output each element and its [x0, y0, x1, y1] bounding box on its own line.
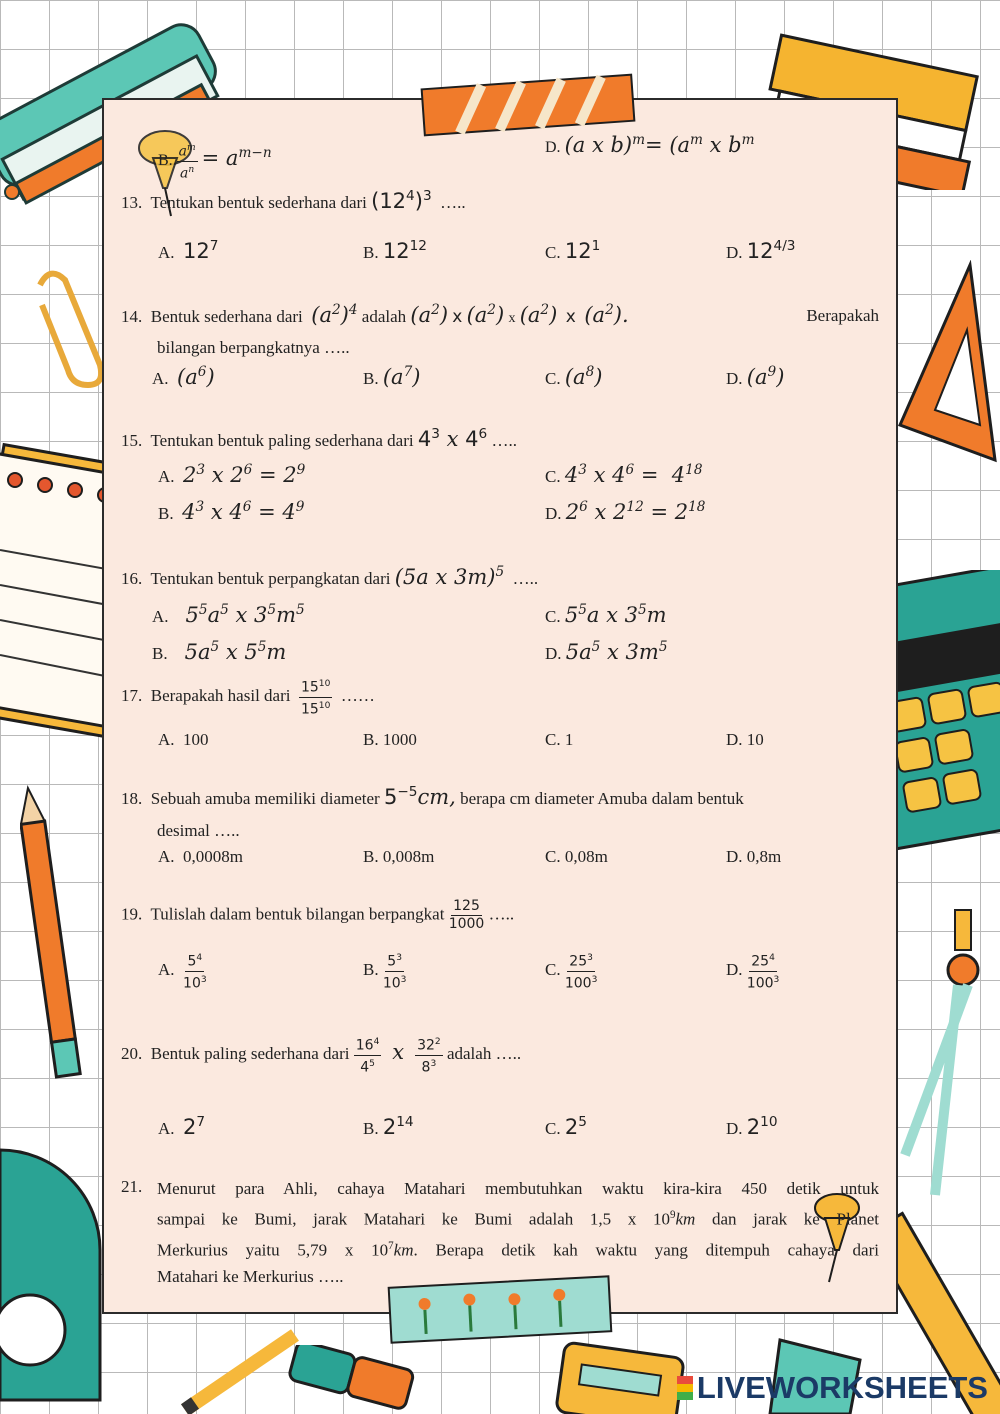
q13-option-d[interactable]: D. $12^{4/3}$ [726, 238, 796, 263]
fraction: $\frac{15^{10}}{15^{10}}$ [299, 676, 332, 718]
question-text: Tentukan bentuk perpangkatan dari [150, 569, 391, 588]
top-option-b [158, 140, 272, 182]
q15-option-a[interactable]: A. $2^3$ x $2^6 = 2^9$ [158, 462, 306, 487]
question-19: 19. Tulislah dalam bentuk bilangan berpangkat $\frac{125}{1000}$ ….. [121, 898, 515, 932]
question-number: 17. [121, 686, 143, 706]
fraction: $\frac{a^m}{a^n}$ [177, 140, 198, 182]
q16-option-b[interactable]: B. $5a^5$ x $5^5m$ [152, 639, 287, 664]
pencil-illustration [20, 780, 100, 1090]
ellipsis: ….. [440, 193, 466, 212]
question-18-line2: desimal ….. [157, 821, 240, 840]
formula-text: (a x $b)^m= (a^m$ x $b^m$ [564, 132, 755, 157]
fraction: $\frac{125}{1000}$ [448, 898, 485, 932]
question-15: 15. Tentukan bentuk paling sederhana dari $4^3$ x $4^6$ ….. [121, 426, 517, 451]
q19-option-c[interactable]: C. $\frac{25^3}{100^3}$ [545, 950, 597, 992]
liveworksheets-watermark: LIVEWORKSHEETS [677, 1370, 988, 1406]
question-21-number: 21. [121, 1177, 143, 1196]
question-21-text: Menurut para Ahli, cahaya Matahari membutuhkan waktu kira-kira 450 detik untuk sampai ke Bumi, jarak Matahari ke Bumi adalah 1,5 x $10^9km$ dan jarak ke Planet Merkurius yaitu 5,79 x $10^7km$. Berapa detik kah waktu yang ditempuh cahaya dari Matahari ke Merkurius ….. [157, 1179, 879, 1287]
q18-option-d[interactable]: D. 0,8m [726, 847, 782, 866]
q17-option-b[interactable]: B. 1000 [363, 730, 417, 749]
question-number: 20. [121, 1044, 143, 1064]
q19-option-b[interactable]: B. $\frac{5^3}{10^3}$ [363, 950, 406, 992]
q17-option-d[interactable]: D. 10 [726, 730, 764, 749]
top-option-d [545, 132, 755, 157]
q16-option-a[interactable]: A. $5^5a^5$ x $3^5m^5$ [152, 602, 305, 627]
option-label: B. [158, 151, 173, 169]
q15-option-c[interactable]: C. $4^3$ x $4^6 = 4^{18}$ [545, 462, 703, 487]
q20-option-d[interactable]: D. $2^{10}$ [726, 1114, 778, 1139]
question-number: 14. [121, 307, 143, 326]
q20-option-a[interactable]: A. $2^7$ [158, 1114, 206, 1139]
formula-text: = $a^{m-n}$ [201, 144, 272, 170]
math-expression: $(12^4)^3$ [371, 188, 432, 213]
question-text: Tulislah dalam bentuk bilangan berpangkat [150, 904, 445, 924]
question-17: 17. Berapakah hasil dari $\frac{15^{10}}{15^{10}}$ …… [121, 676, 375, 718]
q16-option-c[interactable]: C. $5^5a$ x $3^5m$ [545, 602, 667, 627]
question-18: 18. Sebuah amuba memiliki diameter $5^{-5}cm$, berapa cm diameter Amuba dalam bentuk [121, 784, 744, 809]
question-13 [121, 188, 466, 213]
fraction: $\frac{16^4}{4^5}$ [354, 1034, 382, 1076]
q14-option-b[interactable]: B. $(a^7)$ [363, 364, 421, 389]
q18-option-b[interactable]: B. 0,008m [363, 847, 435, 866]
q20-option-c[interactable]: C. $2^5$ [545, 1114, 587, 1139]
q17-option-c[interactable]: C. 1 [545, 730, 574, 749]
q14-option-d[interactable]: D. $(a^9)$ [726, 364, 785, 389]
question-16: 16. Tentukan bentuk perpangkatan dari (5a x 3m)$^5$ ….. [121, 564, 539, 589]
question-number: 18. [121, 789, 143, 808]
question-14-line2: bilangan berpangkatnya ….. [157, 338, 350, 357]
q15-option-d[interactable]: D. $2^6$ x $2^{12} = 2^{18}$ [545, 499, 706, 524]
q17-option-a[interactable]: A. 100 [158, 730, 209, 749]
question-number: 16. [121, 569, 143, 588]
triangle-ruler-illustration [895, 260, 1000, 470]
q13-option-b[interactable]: B. $12^{12}$ [363, 238, 427, 263]
paperclip-illustration [20, 265, 110, 390]
question-14: 14. Bentuk sederhana dari $(a^2)^4$ adalah $(a^2)$ x $(a^2)$ x $(a^2)$ x $(a^2)$. Berapakah [121, 302, 879, 327]
math-expression: $(a^2)^4$ [311, 302, 358, 327]
q14-option-a[interactable]: A. $(a^6)$ [152, 364, 215, 389]
q18-option-c[interactable]: C. 0,08m [545, 847, 608, 866]
pencil-bottom-illustration [175, 1315, 305, 1414]
question-text: Tentukan bentuk paling sederhana dari [150, 431, 414, 450]
question-20: 20. Bentuk paling sederhana dari $\frac{16^4}{4^5}$ x $\frac{32^2}{8^3}$ adalah ….. [121, 1034, 521, 1076]
question-text: Bentuk sederhana dari [150, 307, 303, 326]
compass-illustration [900, 905, 990, 1205]
q19-option-d[interactable]: D. $\frac{25^4}{100^3}$ [726, 950, 779, 992]
question-text: Bentuk paling sederhana dari [150, 1044, 350, 1064]
q19-option-a[interactable]: A. $\frac{5^4}{10^3}$ [158, 950, 207, 992]
fraction: $\frac{32^2}{8^3}$ [415, 1034, 443, 1076]
math-expression: (5a x 3m)$^5$ [394, 564, 505, 589]
q16-option-d[interactable]: D. $5a^5$ x $3m^5$ [545, 639, 668, 664]
q13-option-c[interactable]: C. $12^1$ [545, 238, 601, 263]
math-expression: $5^{-5}cm$, [383, 784, 456, 809]
protractor-illustration [0, 1140, 110, 1410]
liveworksheets-logo-icon [677, 1376, 693, 1400]
q14-option-c[interactable]: C. $(a^8)$ [545, 364, 603, 389]
q20-option-b[interactable]: B. $2^{14}$ [363, 1114, 414, 1139]
q13-option-a[interactable]: A. $12^7$ [158, 238, 219, 263]
math-expression: $4^3$ x $4^6$ [417, 426, 488, 451]
question-text: Berapakah hasil dari [150, 686, 291, 706]
question-text: Sebuah amuba memiliki diameter [150, 789, 380, 808]
question-number: 15. [121, 431, 143, 450]
tape-top-decoration [418, 70, 638, 140]
question-text: Tentukan bentuk sederhana dari [150, 193, 367, 212]
question-number: 13. [121, 193, 143, 212]
question-number: 19. [121, 904, 143, 924]
q18-option-a[interactable]: A. 0,0008m [158, 847, 244, 866]
option-label: D. [545, 139, 561, 156]
q15-option-b[interactable]: B. $4^3$ x $4^6 = 4^9$ [158, 499, 305, 524]
